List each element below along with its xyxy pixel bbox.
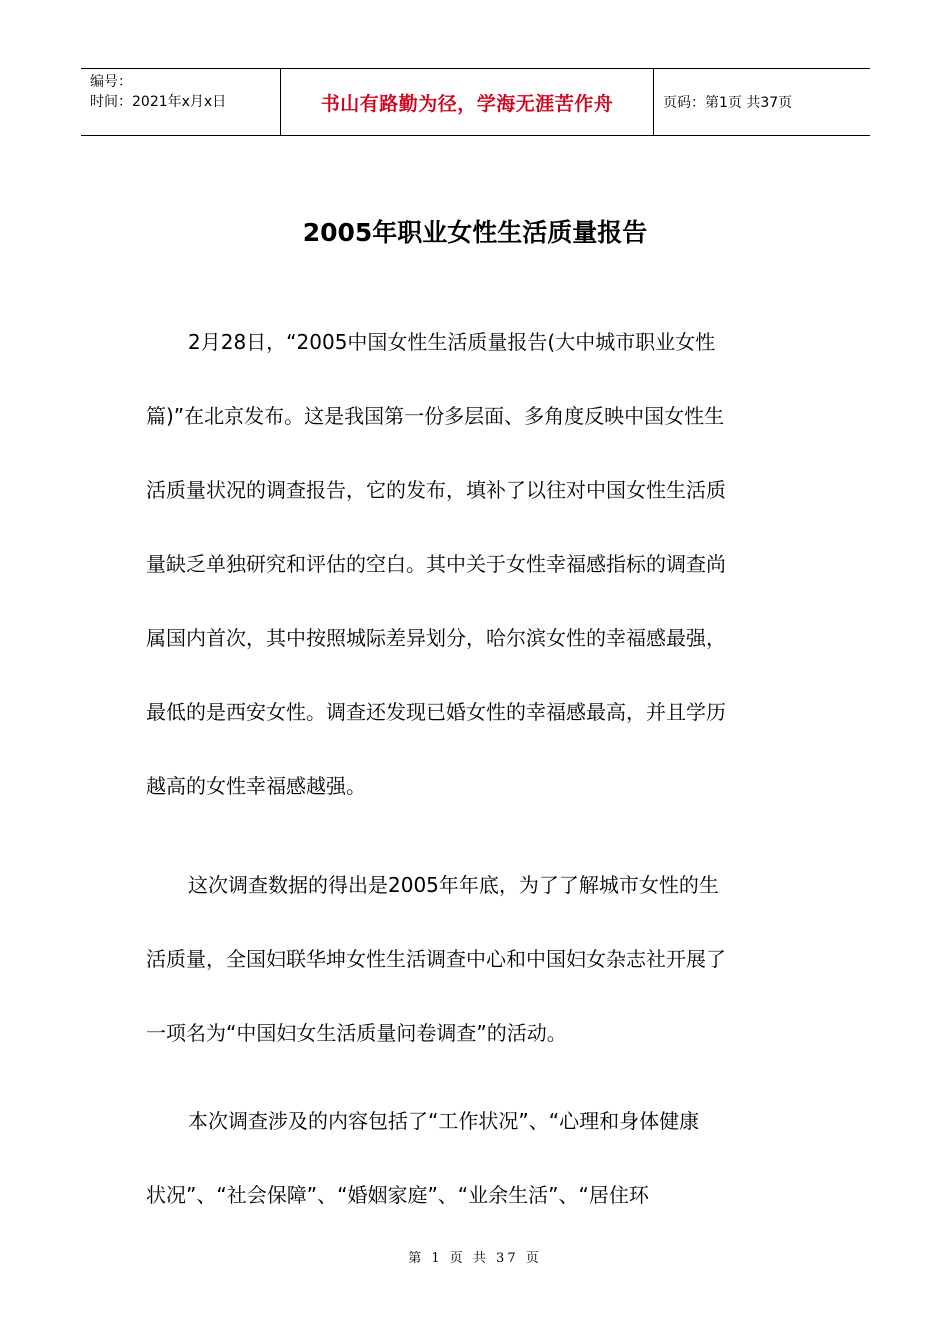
paragraph-line: 量缺乏单独研究和评估的空白。其中关于女性幸福感指标的调查尚 bbox=[146, 552, 726, 576]
paragraph-line: 越高的女性幸福感越强。 bbox=[146, 774, 366, 798]
paragraph-line: 本次调查涉及的内容包括了“工作状况”、“心理和身体健康 bbox=[188, 1109, 700, 1133]
paragraph-line: 活质量状况的调查报告，它的发布，填补了以往对中国女性生活质 bbox=[146, 478, 726, 502]
page-footer: 第 1 页 共 37 页 bbox=[408, 1251, 542, 1266]
paragraph-line: 最低的是西安女性。调查还发现已婚女性的幸福感最高，并且学历 bbox=[146, 700, 726, 724]
paragraph-line: 这次调查数据的得出是2005年年底，为了了解城市女性的生 bbox=[188, 873, 719, 897]
header-page-info bbox=[654, 69, 870, 135]
paragraph-line: 篇)”在北京发布。这是我国第一份多层面、多角度反映中国女性生 bbox=[146, 404, 725, 428]
paragraph-2 bbox=[146, 870, 806, 1092]
paragraph-line: 2月28日，“2005中国女性生活质量报告(大中城市职业女性 bbox=[188, 330, 716, 354]
header-meta bbox=[81, 69, 281, 135]
paragraph-line: 活质量，全国妇联华坤女性生活调查中心和中国妇女杂志社开展了 bbox=[146, 947, 726, 971]
document-title: 2005年职业女性生活质量报告 bbox=[302, 218, 648, 247]
paragraph-3 bbox=[146, 1106, 806, 1254]
paragraph-line: 属国内首次，其中按照城际差异划分，哈尔滨女性的幸福感最强， bbox=[146, 626, 726, 650]
paragraph-1 bbox=[146, 327, 806, 845]
motto-text: 书山有路勤为径，学海无涯苦作舟 bbox=[320, 92, 614, 115]
page-info-text: 页码：第1页 共37页 bbox=[663, 95, 793, 111]
document-number-label: 编号： bbox=[90, 74, 132, 90]
document-header bbox=[81, 68, 870, 136]
header-motto bbox=[281, 69, 654, 135]
paragraph-line: 一项名为“中国妇女生活质量问卷调查”的活动。 bbox=[146, 1021, 567, 1045]
document-date: 时间：2021年x月x日 bbox=[90, 94, 227, 110]
paragraph-line: 状况”、“社会保障”、“婚姻家庭”、“业余生活”、“居住环 bbox=[146, 1183, 649, 1207]
